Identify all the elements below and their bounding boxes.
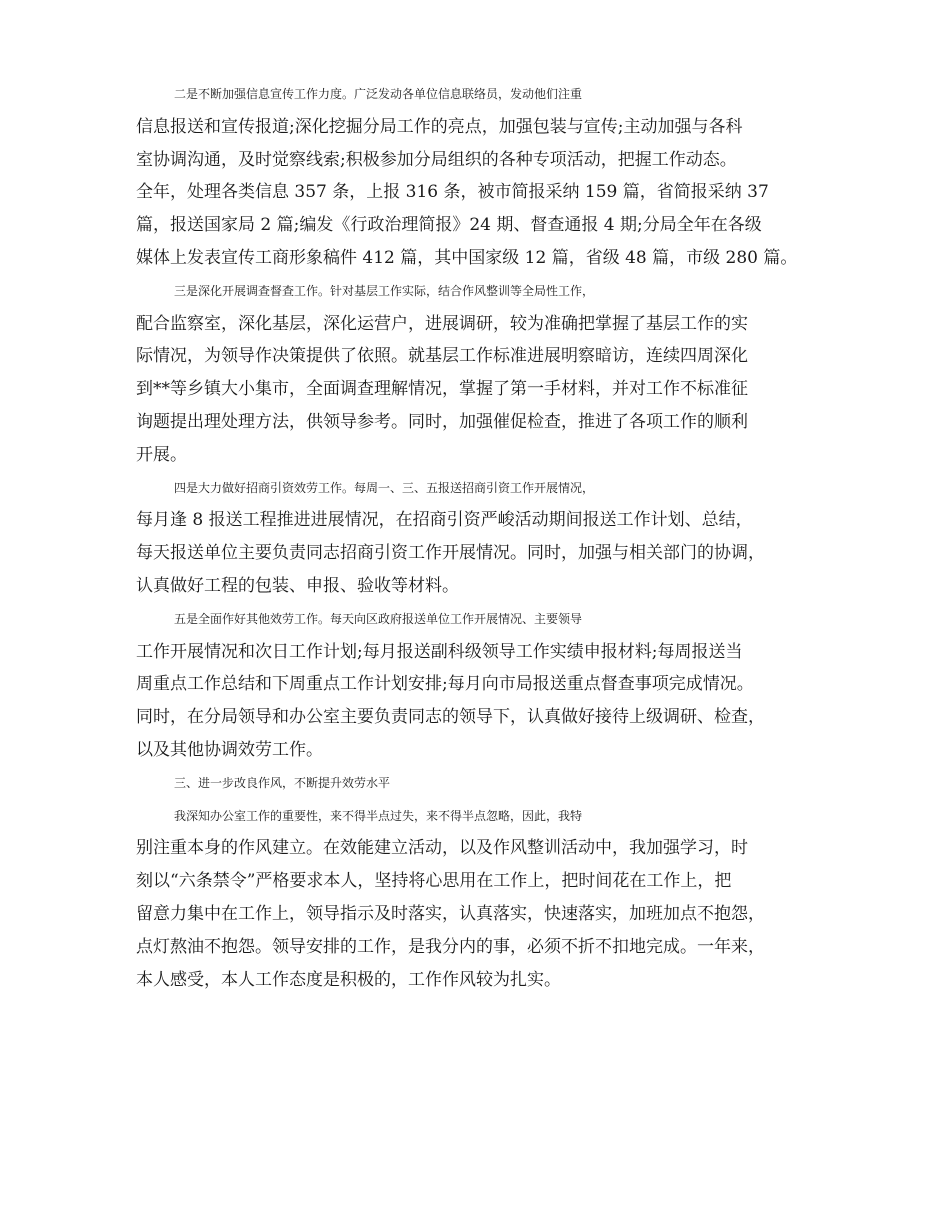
text-line: 点灯熬油不抱怨。领导安排的工作，是我分内的事，必须不折不扣地完成。一年来，	[136, 936, 765, 957]
text-line: 四是大力做好招商引资效劳工作。每周一、三、五报送招商引资工作开展情况，	[174, 480, 595, 495]
text-line: 刻以“六条禁令”严格要求本人，坚持将心思用在工作上，把时间花在工作上，把	[136, 871, 732, 892]
document-body	[136, 78, 814, 996]
text-line: 媒体上发表宣传工商形象稿件 412 篇，其中国家级 12 篇，省级 48 篇，市级 280 篇。	[136, 247, 798, 268]
text-line: 每月逢 8 报送工程推进进展情况，在招商引资严峻活动期间报送工作计划、总结，	[136, 510, 753, 531]
text-line: 到**等乡镇大小集市，全面调查理解情况，掌握了第一手材料，并对工作不标准征	[136, 379, 748, 400]
text-line: 全年，处理各类信息 357 条，上报 316 条，被市简报采纳 159 篇，省简报采纳 37	[136, 182, 769, 203]
text-line: 我深知办公室工作的重要性，来不得半点过失，来不得半点忽略，因此，我特	[174, 808, 583, 823]
text-line: 际情况，为领导作决策提供了依照。就基层工作标准进展明察暗访，连续四周深化	[136, 346, 748, 367]
text-line: 开展。	[136, 444, 187, 465]
text-line: 询题提出理处理方法，供领导参考。同时，加强催促检查，推进了各项工作的顺利	[136, 411, 748, 432]
text-line: 每天报送单位主要负责同志招商引资工作开展情况。同时，加强与相关部门的协调，	[136, 543, 765, 564]
text-line: 二是不断加强信息宣传工作力度。广泛发动各单位信息联络员，发动他们注重	[174, 87, 583, 101]
text-line: 信息报送和宣传报道;深化挖掘分局工作的亮点，加强包装与宣传;主动加强与各科	[136, 116, 743, 137]
text-line: 别注重本身的作风建立。在效能建立活动，以及作风整训活动中，我加强学习，时	[136, 838, 748, 859]
text-line: 配合监察室，深化基层，深化运营户，进展调研，较为准确把掌握了基层工作的实	[136, 313, 748, 334]
text-line: 周重点工作总结和下周重点工作计划安排;每月向市局报送重点督查事项完成情况。	[136, 674, 754, 695]
text-line: 三、进一步改良作风，不断提升效劳水平	[174, 775, 391, 790]
text-line: 五是全面作好其他效劳工作。每天向区政府报送单位工作开展情况、主要领导	[174, 611, 583, 626]
text-line: 同时，在分局领导和办公室主要负责同志的领导下，认真做好接待上级调研、检查，	[136, 707, 765, 728]
text-line: 工作开展情况和次日工作计划;每月报送副科级领导工作实绩申报材料;每周报送当	[136, 641, 743, 662]
text-line: 篇，报送国家局 2 篇;编发《行政治理简报》24 期、督查通报 4 期;分局全年在各级	[136, 215, 762, 236]
text-line: 本人感受，本人工作态度是积极的，工作作风较为扎实。	[136, 969, 561, 990]
text-line: 室协调沟通，及时觉察线索;积极参加分局组织的各种专项活动，把握工作动态。	[136, 149, 737, 170]
text-line: 认真做好工程的包装、申报、验收等材料。	[136, 575, 459, 596]
text-line: 留意力集中在工作上，领导指示及时落实，认真落实，快速落实，加班加点不抱怨，	[136, 903, 765, 924]
text-line: 三是深化开展调查督查工作。针对基层工作实际，结合作风整训等全局性工作，	[174, 283, 595, 298]
text-line: 以及其他协调效劳工作。	[136, 739, 323, 760]
